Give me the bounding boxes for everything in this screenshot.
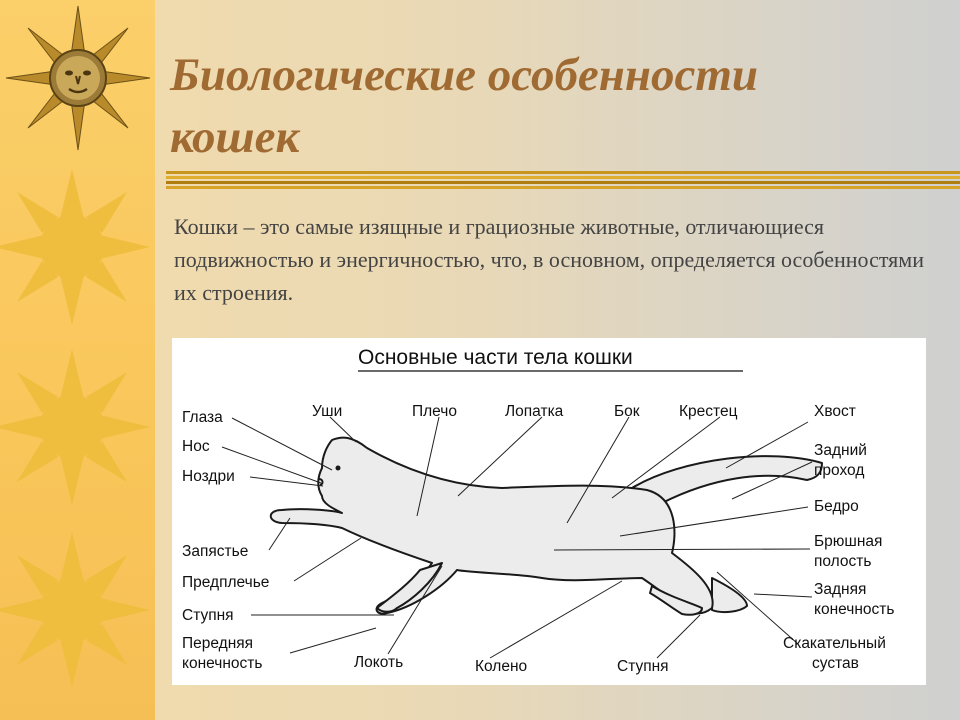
label-ears: Уши: [312, 403, 343, 420]
cat-anatomy-diagram: [172, 338, 926, 685]
label-elbow: Локоть: [354, 654, 404, 671]
label-wrist: Запястье: [182, 543, 249, 560]
sun-face-icon: [0, 0, 155, 170]
label-shoulder-blade: Лопатка: [505, 403, 564, 420]
sun-icon: [0, 165, 155, 335]
cat-illustration: [271, 438, 822, 615]
label-thigh: Бедро: [814, 498, 859, 515]
intro-paragraph: Кошки – это самые изящные и грациозные животные, отличающиеся подвижностью и энергичностью, что, в основном, определяется особенностями их строения.: [174, 214, 924, 305]
label-anus-line2: проход: [814, 462, 865, 479]
label-knee: Колено: [475, 658, 528, 675]
label-shoulder: Плечо: [412, 403, 457, 420]
label-hock-line2: сустав: [812, 655, 859, 672]
label-nose: Нос: [182, 438, 210, 455]
title-divider: [166, 170, 960, 192]
label-front-foot: Ступня: [182, 607, 234, 624]
label-fore-limb-line1: Передняя: [182, 635, 254, 652]
sun-icon: [0, 345, 155, 515]
label-abdomen-line1: Брюшная: [814, 533, 883, 550]
label-forearm: Предплечье: [182, 574, 270, 591]
label-fore-limb-line2: конечность: [182, 655, 263, 672]
slide-title: Биологические особенности кошек: [170, 49, 759, 163]
label-anus-line1: Задний: [814, 442, 867, 459]
label-eyes: Глаза: [182, 409, 223, 426]
label-hind-foot: Ступня: [617, 658, 669, 675]
label-hind-limb-line2: конечность: [814, 601, 895, 618]
label-hind-limb-line1: Задняя: [814, 581, 867, 598]
decorative-left-strip: [0, 0, 155, 720]
label-nostrils: Ноздри: [182, 468, 235, 485]
label-sacrum: Крестец: [679, 403, 738, 420]
label-flank: Бок: [614, 403, 640, 420]
label-hock-line1: Скакательный: [783, 635, 886, 652]
diagram-title: Основные части тела кошки: [358, 346, 633, 369]
sun-icon: [0, 525, 155, 700]
label-tail: Хвост: [814, 403, 856, 420]
label-abdomen-line2: полость: [814, 553, 872, 570]
